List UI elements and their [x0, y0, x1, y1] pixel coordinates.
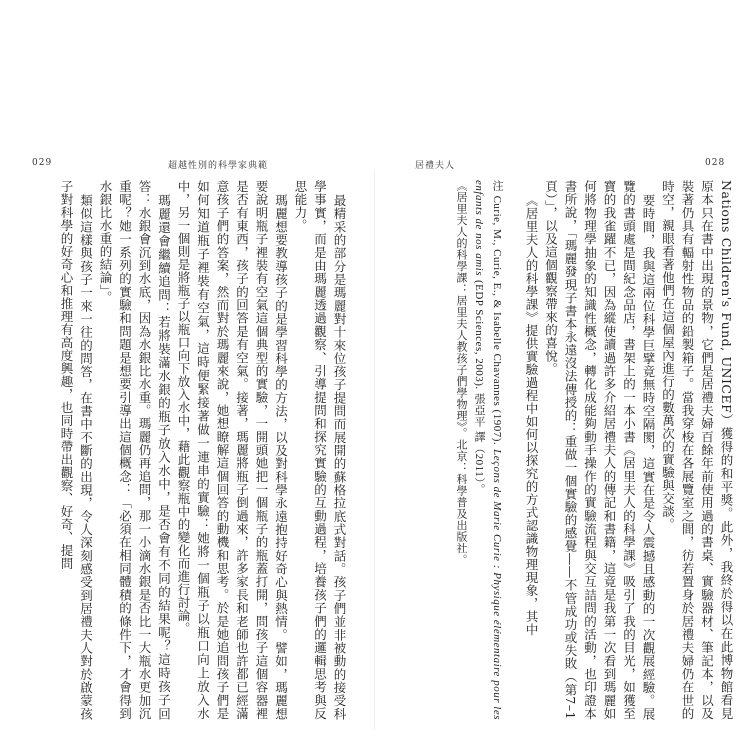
right-page-number: 028 — [705, 158, 726, 168]
left-paragraph: 瑪麗還會繼續追問：若將裝滿水銀的瓶子放入水中，是否會有不同的結果呢？這時孩子回答：水銀會沉到水底，因為水銀比水重。瑪麗仍再追問，那一小滴水銀是否比一大瓶水更加沉重呢？她一系列的實驗和問題是想要引導出這個概念：「必須在相同體積的條件下，才會得到水銀比水重的結論」。 — [98, 180, 172, 720]
footnote-author: Curie, M., Curie, E., & Isabelle Chavannes (1907). — [491, 195, 503, 446]
left-paragraph: 最精采的部分是瑪麗對十來位孩子提問而展開的蘇格拉底式對話。孩子們並非被動的接受科學事實，而是由瑪麗透過觀察、引導提問和探究實驗的互動過程，培養孩子們的邏輯思考與反思能力。 — [293, 180, 347, 720]
footnote-chinese-title: 《居里夫人的科學課：居里夫人教孩子們學物理》。北京：科學普及出版社。 — [455, 180, 468, 566]
left-page-number: 029 — [32, 158, 53, 168]
footnote-label: 注 — [491, 180, 504, 192]
right-page — [375, 0, 750, 750]
left-paragraph: 類似這樣與孩子一來一往的問答，在書中不斷的出現，令人深刻感受到居禮夫人對於啟蒙孩子對科學的好奇心和推理有高度興趣，也同時帶出觀察、好奇、提問 — [59, 180, 94, 720]
right-paragraph: Nations Children's Fund, UNICEF）獲得的和平獎。此外，我終於得以在此博物館看見原本只在書中出現的景物，它們是居禮夫婦百餘年前使用過的書桌、實驗器材、筆記本，以及裝著仍具有輻射性物品的鉛製箱子。當我穿梭在各展覽室之間，彷若置身於居禮夫婦仍在世的時空，親眼看著他們在這個屋內進行的數萬次的實驗與交談。 — [660, 180, 734, 720]
right-text-column — [518, 180, 736, 720]
left-paragraph: 瑪麗想要教導孩子的是學習科學的方法，以及對科學永遠抱持好奇心與熱情。譬如，瑪麗想要說明瓶子裡裝有空氣這個典型的實驗，一開頭她把一個瓶子的瓶蓋打開，問孩子這個容器裡是否有東西，孩子的回答是有空氣。接著，瑪麗將瓶子倒過來，許多家長和老師也許都已經滿意孩子們的答案，然而對於瑪麗來說，她想瞭解這個回答的動機和思考。於是她追問孩子們是如何知道瓶子裡裝有空氣，這時便緊接著做一連串的實驗：她將一個瓶子以瓶口向上放入水中，另一個則是將瓶子以瓶口向下放入水中，藉此觀察瓶中的變化而進行討論。 — [176, 180, 289, 720]
left-running-title: 超越性別的科學家典範 — [168, 161, 269, 171]
footnote-publisher: (EDP Sciences, 2003). 張亞平 譯（2011）。 — [473, 279, 485, 495]
footnote — [410, 180, 506, 720]
right-paragraph: 要時間，我與這兩位科學巨擘竟無時空隔閡，這實在是令人震撼且感動的一次觀展經驗。展覽的書頭處是間紀念品店，書架上的一本小書《居里夫人的科學課》吸引了我的目光，如獲至寶的我雀躍不已，因為縱使讀過許多介紹居禮夫人的傳記和書籍，這竟是我第一次看到瑪麗如何將物理學抽象的知識性概念，轉化成能夠動手操作的實驗流程與交互詰問的活動，也印證本書所說，「瑪麗發現子書本永遠沒法傳授的：重做一個實驗的感覺——不管成功或失敗（第7–1頁）」，以及這個觀察帶來的喜悅。 — [543, 180, 656, 720]
right-running-title: 居禮夫人 — [415, 161, 456, 171]
right-paragraph: 《居里夫人的科學課》提供實驗過程中如何以探究的方式認識物理現象，其中 — [524, 193, 539, 636]
left-text-column — [24, 180, 349, 720]
footnote-title: Leçons de Marie Curie : Physique élémentaire pour les enfants de nos amis — [473, 180, 503, 721]
